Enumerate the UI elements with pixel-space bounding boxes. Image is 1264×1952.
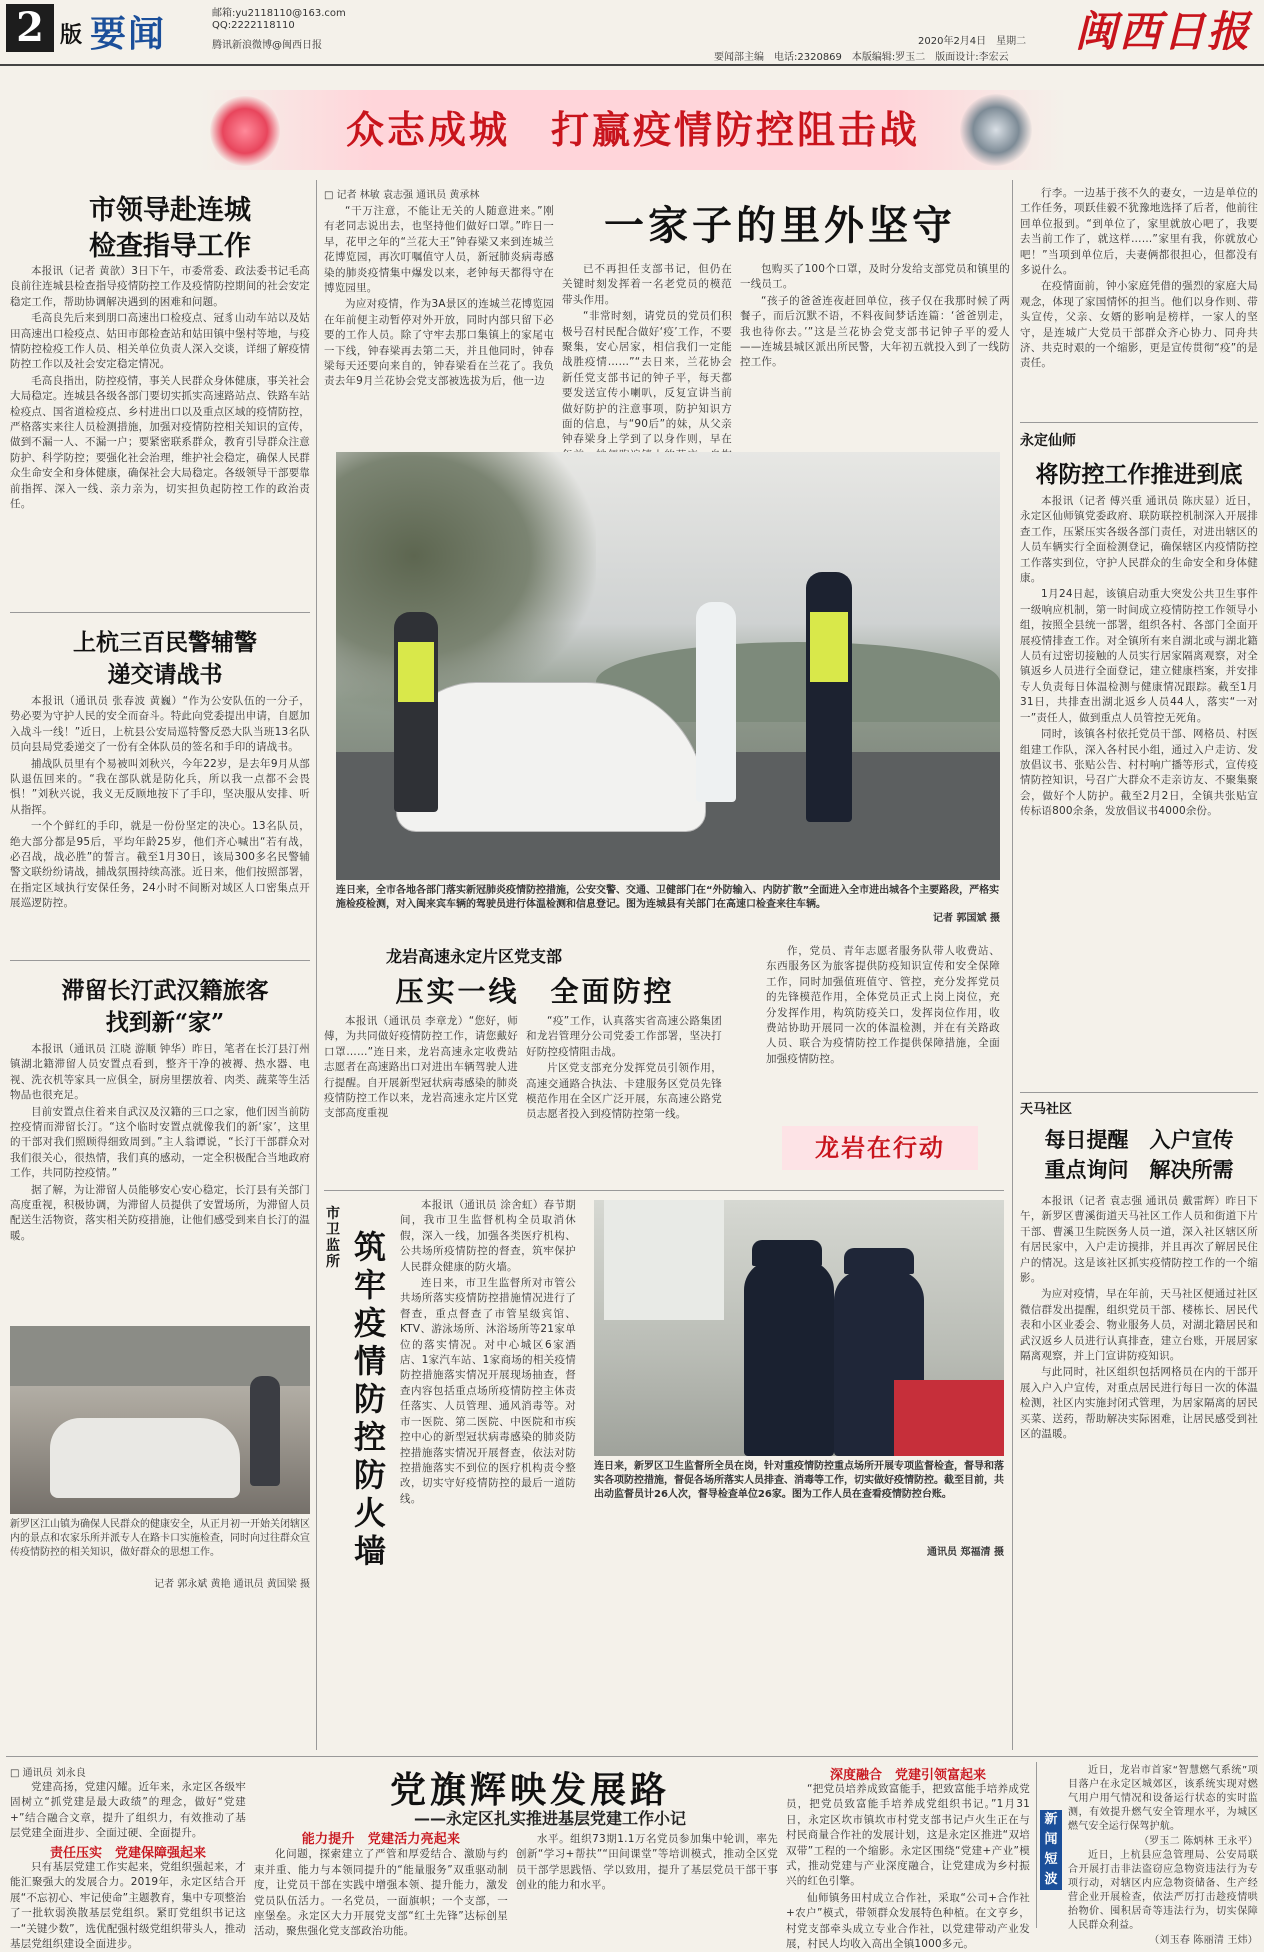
a3-body bbox=[10, 1042, 310, 1320]
a4-byline: □ 记者 林敏 袁志强 通讯员 黄承林 bbox=[324, 190, 480, 201]
a6-para: 连日来，市卫生监督所对市管公共场所落实疫情防控措施情况进行了督查，重点督查了市管星级宾馆、KTV、游泳场所、沐浴场所等21家单位的落实情况。对中心城区6家酒店、1家汽车站、1家商场的相关疫情防控措施落实情况开展现场抽查，督查内容包括重点场所疫情防控主体责任落实、人员管理、通风消毒等。对市一医院、第二医院、中医院和市疾控中心的新型冠状病毒感染的肺炎防控措施落实情况开展督查，依法对防控措施落实不到位的医疗机构责令整改，切实守好疫情防控的最后一道防线。 bbox=[400, 1277, 576, 1505]
a5-col-1 bbox=[324, 1014, 518, 1182]
a5-title-small: 龙岩高速永定片区党支部 bbox=[385, 947, 562, 966]
page-number-box bbox=[6, 4, 54, 52]
a3-para: 本报讯（通讯员 江晓 游顺 钟华）昨日，笔者在长汀县汀州镇湖北籍滞留人员安置点看到，整齐干净的被褥、热水器、电视、洗衣机等家具一应俱全，厨房里摆放着、肉类、蔬菜等生活物品也很充足。 bbox=[10, 1043, 310, 1102]
brief-item: 近日，上杭县应急管理局、公安局联合开展打击非法盗窃应急物资违法行为专项行动，对辖区内应急物资储备、生产经营企业开展检查，依法严厉打击趁疫情哄抬物价、囤积居奇等违法行为，切实保障人民群众利益。 bbox=[1068, 1850, 1258, 1931]
header-hotline: 要闻部主编 电话:2320869 本版编辑:罗玉二 版面设计:李宏云 bbox=[714, 52, 1009, 63]
photo-left-car bbox=[50, 1418, 240, 1498]
a4-para: “孩子的爸爸连夜赶回单位，孩子仅在我那时候了两餐子，而后沉默不语，不料夜间梦话连篇：‘爸爸别走，我也待你去。’”这是兰花协会党支部书记钟子平的爱人——连城县城区派出所民警，大年初五就投入到了一线防控工作。 bbox=[740, 294, 1010, 369]
a2-para: 本报讯（通讯员 张春波 黄巍）“作为公安队伍的一分子，势必要为守护人民的安全而奋斗。特此向党委提出申请，自愿加入战斗一线！”近日，上杭县公安局巡特警反恐大队当班13名队员向县局党委递交了一份有全体队员的签名和手印的请战书。 bbox=[10, 695, 310, 754]
a8-kicker: 天马社区 bbox=[1020, 1102, 1073, 1117]
a4-col-1 bbox=[324, 204, 554, 440]
photo-mid-police-vest bbox=[810, 612, 848, 682]
a8-title-1: 每日提醒 入户宣传 bbox=[1044, 1127, 1234, 1152]
a8-title-2: 重点询问 解决所需 bbox=[1044, 1157, 1234, 1182]
a1-rule bbox=[10, 612, 310, 613]
brief-credit: （刘玉春 陈丽清 王炜） bbox=[1149, 1935, 1258, 1946]
a4-para: 包购买了100个口罩，及时分发给支部党员和镇里的一线员工。 bbox=[740, 263, 1010, 291]
photo-mid2-inspector-1 bbox=[744, 1260, 834, 1456]
a9-h2: 能力提升 党建活力亮起来 bbox=[301, 1832, 461, 1847]
photo-mid2-cap-2 bbox=[844, 1248, 914, 1274]
photo-mid2-window bbox=[604, 1200, 724, 1320]
a4-title: 一家子的里外坚守 bbox=[604, 202, 956, 249]
a9-para: 仙师镇务田村成立合作社，采取“公司+合作社+农户”模式，带领群众发展特色种植。在文亨乡，村党支部牵头成立专业合作社，以党建带动产业发展，村民人均收入高出全镇1000多元。 bbox=[786, 1891, 1030, 1951]
page-number: 2 bbox=[16, 4, 44, 51]
a9-para: 只有基层党建工作实起来，党组织强起来，才能汇聚强大的发展合力。2019年，永定区结合开展“不忘初心、牢记使命”主题教育，集中专项整治了一批软弱涣散基层党组织。紧盯党组织书记这一“关键少数”，选优配强村级党组织带头人，推动基层党组织建设全面进步。 bbox=[10, 1861, 246, 1951]
a7-kicker: 永定仙师 bbox=[1020, 433, 1076, 449]
a1-title-2: 检查指导工作 bbox=[89, 231, 251, 262]
a9-col-4 bbox=[786, 1782, 1030, 1951]
photo-left-checkpoint bbox=[10, 1326, 310, 1514]
header-weibo: 腾讯新浪微博@闽西日报 bbox=[212, 40, 322, 51]
a9-title: 党旗辉映发展路 bbox=[389, 1769, 670, 1811]
a3-title-2: 找到新“家” bbox=[105, 1009, 225, 1036]
a4-rule-right bbox=[1020, 422, 1258, 423]
a1-body bbox=[10, 264, 310, 600]
a9-col-3 bbox=[516, 1832, 778, 1930]
a5-para: 作，党员、青年志愿者服务队带人收费站、东西服务区为旅客提供防疫知识宣传和安全保障工作，同时加强值班值守、管控，充分发挥党员的先锋模范作用，全体党员正式上岗上岗位，充分发挥作用，构筑防疫关口，发挥岗位作用，收费站协助开展同一次的体温检测，并在有关路政人员、联合为疫情防控工作提供保障措施，全面加强疫情防控。 bbox=[766, 945, 1000, 1065]
a2-rule bbox=[10, 960, 310, 961]
photo-mid-trees bbox=[336, 452, 596, 712]
a3-para: 目前安置点住着来自武汉及汉籍的三口之家，他们因当前防控疫情而滞留长汀。“这个临时安置点就像我们的新‘家’，这里的干部对我们照顾得细致周到。”主人翁谭说，“长汀干部群众对我们很关心，很热情，我们真的感动，一定全积极配合当地政府工作，共同防控疫情。” bbox=[10, 1105, 310, 1180]
a1-para: 毛高良先后来到朋口高速出口检疫点、冠豸山动车站以及姑田高速出口检疫点、姑田市郎检查站和姑田镇中堡村等地，与疫情防控检疫工作人员、相关单位负责人深入交谈，详细了解疫情防控工作以及社会安定稳定情况。 bbox=[10, 312, 310, 371]
page-suffix: 版 bbox=[60, 23, 83, 48]
paper-logo bbox=[1070, 4, 1256, 60]
header-rule bbox=[0, 64, 1264, 66]
brief-item: 近日，龙岩市首家“智慧燃气系统”项目落户在永定区城郊区，该系统实现对燃气用户用气情况和设备运行状态的实时监测，有效提升燃气安全管理水平，为城区燃气安全运行保驾护航。 bbox=[1068, 1765, 1258, 1832]
a9-para: 化问题，探索建立了严管和厚爱结合、激励与约束并重、能力与本领同提升的“能量服务”双重驱动制度，让党员干部在实践中增强本领、提升能力，激发党员队伍活力。一名党员，一面旗帜；一个支部，一座堡垒。永定区大力开展党支部“红土先锋”达标创星活动，聚焦强化党支部政治功能。 bbox=[254, 1848, 508, 1938]
a9-intro-para: 党建高扬，党建闪耀。近年来，永定区各级牢固树立“抓党建是最大政绩”的理念，做好“党建+”结合融合文章，提升了组织力，有效推动了基层党建全面进步、全面过硬、全面提升。 bbox=[10, 1781, 246, 1840]
a9-intro bbox=[10, 1780, 246, 1838]
a9-col-2 bbox=[254, 1832, 508, 1938]
a4-para: 已不再担任支部书记，但仍在关键时刻发挥着一名老党员的模范带头作用。 bbox=[562, 263, 732, 306]
a8-para: 与此同时，社区组织包括网格员在内的干部开展入户入户宣传，对重点居民进行每日一次的体温检测，社区内实施封闭式管理，为居家隔离的居民买菜、送药，帮助解决实际困难，让居民感受到社区的温暖。 bbox=[1020, 1366, 1258, 1441]
a4-para: “非常时刻，请党员的党员们积极号召村民配合做好‘疫’工作，不要聚集，安心居家，相信我们一定能战胜疫情……”“去日来，兰花协会新任党支部书记的钟子平，每天都要发送宣传小喇叭，反复宣讲当前做好防护的注意事项，防护知识方面的信息，与“90后”的妹，从父亲钟春梁身上学到了以身作则，早在 bbox=[562, 310, 732, 446]
a4-col-2 bbox=[562, 262, 732, 446]
column-rule-1 bbox=[316, 180, 317, 1750]
a6-para: 本报讯（通讯员 涂舍虹）春节期间，我市卫生监督机构全员取消休假，深入一线，加强各类医疗机构、公共场所疫情防控的督查，筑牢保护人民群众健康的防火墙。 bbox=[400, 1199, 576, 1273]
a9-h1: 责任压实 党建保障强起来 bbox=[49, 1846, 206, 1861]
a5-para: 本报讯（通讯员 李章龙）“您好，师傅，为共同做好疫情防控工作，请您戴好口罩……”连日来，龙岩高速永定收费站志愿者在高速路出口对进出车辆驾驶人进行提醒。自开展新型冠状病毒感染的肺炎疫情防控工作以来，龙岩高速永定片区党支部高度重视 bbox=[324, 1015, 518, 1120]
a5-rule bbox=[324, 1190, 1004, 1191]
brief-rule bbox=[1036, 1762, 1037, 1928]
banner-title: 众志成城 打赢疫情防控阻击战 bbox=[345, 107, 920, 152]
a6-title-text: 筑牢疫情防控防火墙 bbox=[353, 1228, 386, 1570]
a2-title-2: 递交请战书 bbox=[107, 661, 223, 688]
a9-para: 水平。组织73期1.1万名党员参加集中轮训，率先创新“学习+帮扶”“田间课堂”等培训模式，推动全区党员干部学思践悟、学以致用，提升了基层党员干部干事创业的能力和水平。 bbox=[516, 1833, 778, 1892]
a4-para: 行李。一边基于孩不久的妻女，一边是单位的工作任务，项跃佳毅不犹豫地选择了后者，他前往回单位报到。“到单位了，家里就放心吧了，我要去当前工作了，就这样……”家里有我，你就放心吧！”当项到单位后，夫妻俩都很担心，但都没有多说什么。 bbox=[1020, 187, 1258, 277]
a8-para: 本报讯（记者 袁志强 通讯员 戴雷辉）昨日下午，新罗区曹溪街道天马社区工作人员和街道下片干部、曹溪卫生院医务人员一道，深入社区辖区所有居民家中，入户走访摸排，并且再次了解居民住户的情况。这是该社区抓实疫情防控工作的一个缩影。 bbox=[1020, 1195, 1258, 1285]
brief-credit: （罗玉二 陈炳林 王永平） bbox=[1139, 1836, 1258, 1847]
photo-mid-officer-vest-left bbox=[398, 642, 434, 702]
a2-title-1: 上杭三百民警辅警 bbox=[73, 629, 257, 656]
paper-name: 闽西日报 bbox=[1074, 7, 1251, 56]
brief-label: 新闻短波 bbox=[1044, 1812, 1058, 1887]
photo-left-person bbox=[250, 1376, 280, 1486]
a3-para: 据了解，为让滞留人员能够安心安心稳定，长汀县有关部门高度重视，积极协调，为滞留人员提供了安置场所，为滞留人员配送生活物资，落实相关防疫措施，让他们感受到来自长汀的温暖。 bbox=[10, 1183, 310, 1242]
a9-h3: 深度融合 党建引领富起来 bbox=[829, 1768, 986, 1783]
a7-body bbox=[1020, 494, 1258, 1088]
photo-mid2-caption: 连日来，新罗区卫生监督所全员在岗，针对重疫情防控重点场所开展专项监督检查，督导和落实各项防控措施，督促各场所落实人员排查、消毒等工作，切实做好疫情防控。截至目前，共出动监督员计26人次，督导检查单位26家。图为工作人员在查看疫情防控台账。 bbox=[594, 1461, 1004, 1500]
a2-body bbox=[10, 694, 310, 954]
a6-label: 市卫监所 bbox=[326, 1206, 340, 1270]
banner bbox=[200, 90, 1066, 170]
photo-mid2-counter bbox=[894, 1380, 1004, 1456]
header-email: 邮箱:yu2118110@163.com bbox=[212, 8, 346, 19]
a9-col-1 bbox=[10, 1860, 246, 1951]
a7-para: 同时，该镇各村依托党员干部、网格员、村医组建工作队，深入各村民小组，通过入户走访、发放倡议书、张贴公告、村村响广播等形式，宣传疫情防控知识，号召广大群众不走亲访友、不聚集聚会，做好个人防护。截至2月2日，全镇共张贴宣传标语800余条，发放倡议书4000余份。 bbox=[1020, 728, 1258, 818]
photo-left-credit: 记者 郭永斌 黄艳 通讯员 黄国梁 摄 bbox=[154, 1579, 310, 1590]
a4-para: 为应对疫情，作为3A景区的连城兰花博览园在年前便主动暂停对外开放，同时内部只留下必要的工作人员。除了守牢去那口集镇上的家尾屯一下线，钟春梁再去第二天，并且他同时，钟春梁每天还要向来自的，钟春梁看在兰花了。我负责去年9月兰花协会党支部被选拔为后，他一边 bbox=[324, 298, 554, 388]
photo-mid-officer-right bbox=[696, 602, 736, 802]
a9-byline: □ 通讯员 刘永良 bbox=[10, 1768, 86, 1779]
photo-mid-credit: 记者 郭国斌 摄 bbox=[933, 913, 1000, 924]
a2-para: 捕战队员里有个易被叫刘秋兴，今年22岁，是去年9月从部队退伍回来的。“我在部队就是防化兵，所以我一点都不会畏惧！”刘秋兴说，我义无反顾地按下了手印，坚决服从安排、听从指挥。 bbox=[10, 757, 310, 816]
a1-para: 本报讯（记者 黄歆）3日下午，市委常委、政法委书记毛高良前往连城县检查指导疫情防控工作及疫情防控期间的社会安定稳定工作，帮助协调解决遇到的困难和问题。 bbox=[10, 265, 310, 308]
photo-mid-police bbox=[806, 572, 852, 822]
section-rule-bottom bbox=[6, 1756, 1258, 1757]
a5-tag: 龙岩在行动 bbox=[782, 1126, 978, 1170]
photo-left-caption: 新罗区江山镇为确保人民群众的健康安全，从正月初一开始关闭辖区内的景点和农家乐所并派专人在路卡口实施检查，同时向过往群众宣传疫情防控的相关知识，做好群众的思想工作。 bbox=[10, 1519, 310, 1558]
a6-label-top bbox=[326, 1206, 346, 1270]
photo-mid2-inspectors bbox=[594, 1200, 1004, 1456]
a7-title: 将防控工作推进到底 bbox=[1035, 461, 1243, 488]
photo-mid-caption: 连日来，全市各地各部门落实新冠肺炎疫情防控措施，公安交警、交通、卫健部门在“外防输入、内防扩散”全面进入全市进出城各个主要路段，严格实施检疫检测，对入闽来宾车辆的驾驶员进行体温检测和信息登记。图为连城县有关部门在高速口检查来往车辆。 bbox=[336, 885, 1000, 910]
a6-body bbox=[400, 1198, 576, 1598]
photo-mid2-cap-1 bbox=[752, 1240, 822, 1266]
header-qq: QQ:2222118110 bbox=[212, 20, 295, 31]
a4-para: 在疫情面前，钟小家庭凭借的强烈的家庭大局观念，体现了家国情怀的担当。他们以身作则、带头宣传，父亲、女婿的影响是榜样，一家人的坚守，是连城广大党员干部群众齐心协力、同舟共济、共克时艰的一个缩影，更是宣传贯彻“疫”的是责任。 bbox=[1020, 280, 1258, 370]
a5-title: 压实一线 全面防控 bbox=[395, 975, 675, 1008]
a8-body bbox=[1020, 1194, 1258, 1582]
a3-title-1: 滞留长汀武汉籍旅客 bbox=[61, 977, 269, 1004]
a1-para: 毛高良指出，防控疫情，事关人民群众身体健康，事关社会大局稳定。连城县各级各部门要切实抓实高速路站点、铁路车站检疫点、国省道检疫点、乡村进出口以及重点区域的疫情防控，严格落实来往人员检测措施，加强对疫情防控相关知识的宣传，做到不漏一人、不漏一户；要紧密联系群众，教育引导群众注意防护、科学防控；要强化社会治理，维护社会稳定，确保人民群众生命安全和身体健康，确保社会大局稳定。各级领导干部要靠前指挥、深入一线、亲力亲为，切实担负起防控工作的政治责任。 bbox=[10, 374, 310, 511]
a8-para: 为应对疫情，早在年前，天马社区便通过社区微信群发出提醒，组织党员干部、楼栋长、居民代表和小区业委会、物业服务人员，对湖北籍居民和武汉返乡人员进行认真排查，建立台账，开展居家隔离观察，并上门宣讲防疫知识。 bbox=[1020, 1288, 1258, 1363]
header-date: 2020年2月4日 星期二 bbox=[918, 36, 1027, 47]
a4-col-3 bbox=[740, 262, 1010, 442]
a4-para: “干万注意，不能让无关的人随意进来。”刚有老同志说出去，也坚持他们做好口罩。”昨日一早，花甲之年的“兰花大王”钟春梁又来到连城兰花博览园，再次叮嘱值守人员，新冠肺炎病毒感染的肺炎疫情集中爆发以来，老钟每天都得守在博览园里。 bbox=[324, 205, 554, 295]
a9-para: “把党员培养成致富能手，把致富能手培养成党员，把党员致富能手培养成党组织书记。”1月31日，永定区坎市镇坎市村党支部书记卢火生正在与村民商量合作社的发展计划，这是永定区推进“双培双带”工程的一个缩影。永定区围绕“党建+产业”模式，推动党建与产业深度融合，让党建成为乡村振兴的红色引擎。 bbox=[786, 1783, 1030, 1888]
photo-mid-highway bbox=[336, 452, 1000, 880]
a7-para: 本报讯（记者 傅兴重 通讯员 陈庆显）近日，永定区仙师镇党委政府、联防联控机制深入开展排查工作，压紧压实各级各部门责任，对进出辖区的人员车辆实行全面检测登记，确保辖区内疫情防控工作落实到位，守护人民群众的生命安全和身体健康。 bbox=[1020, 495, 1258, 585]
section-title: 要闻 bbox=[90, 13, 167, 55]
brief-label-box bbox=[1040, 1810, 1062, 1890]
a1-title-1: 市领导赴连城 bbox=[89, 195, 251, 226]
brief-body bbox=[1068, 1764, 1258, 1946]
a2-para: 一个个鲜红的手印，就是一份份坚定的决心。13名队员，绝大部分都是95后，平均年龄25岁，他们齐心喊出“若有战，必召战，战必胜”的誓言。截至1月30日，该局300多名民警辅警文联纷纷请战，捕战氛围持续高涨。近日来，他们按照部署，在指定区域执行安保任务，24小时不间断对域区人口密集点开展巡逻防控。 bbox=[10, 820, 310, 910]
a5-col-3 bbox=[766, 944, 1000, 1120]
a9-subtitle: ——永定区扎实推进基层党建工作小记 bbox=[413, 1809, 686, 1828]
photo-mid2-credit: 通讯员 郑福清 摄 bbox=[927, 1547, 1004, 1558]
a4-col-4 bbox=[1020, 186, 1258, 418]
a7-rule bbox=[1020, 1092, 1258, 1093]
a6-title bbox=[346, 1228, 394, 1570]
column-rule-2 bbox=[1012, 180, 1013, 1750]
a5-para: “疫”工作，认真落实省高速公路集团和龙岩管理分公司党委工作部署，坚决打好防控疫情阻击战。 bbox=[526, 1015, 722, 1058]
a5-para: 片区党支部充分发挥党员引领作用，高速交通路合执法、卡建服务区党员先锋模范作用在全区广泛开展，东高速公路党员志愿者投入到疫情防控第一线。 bbox=[526, 1062, 722, 1121]
a5-col-2 bbox=[526, 1014, 722, 1182]
a7-para: 1月24日起，该镇启动重大突发公共卫生事件一级响应机制，第一时间成立疫情防控工作领导小组，按照全县统一部署，组织各村、各部门全面开展疫情排查工作。对全镇所有来自湖北或与湖北籍人员有过密切接触的人员实行居家隔离观察，对全镇返乡人员进行全面登记，建立健康档案，并安排专人负责每日体温检测与健康情况跟踪。截至1月31日，共排查出湖北返乡人员44人，落实“一对一”责任人，做到重点人员管控无死角。 bbox=[1020, 588, 1258, 724]
